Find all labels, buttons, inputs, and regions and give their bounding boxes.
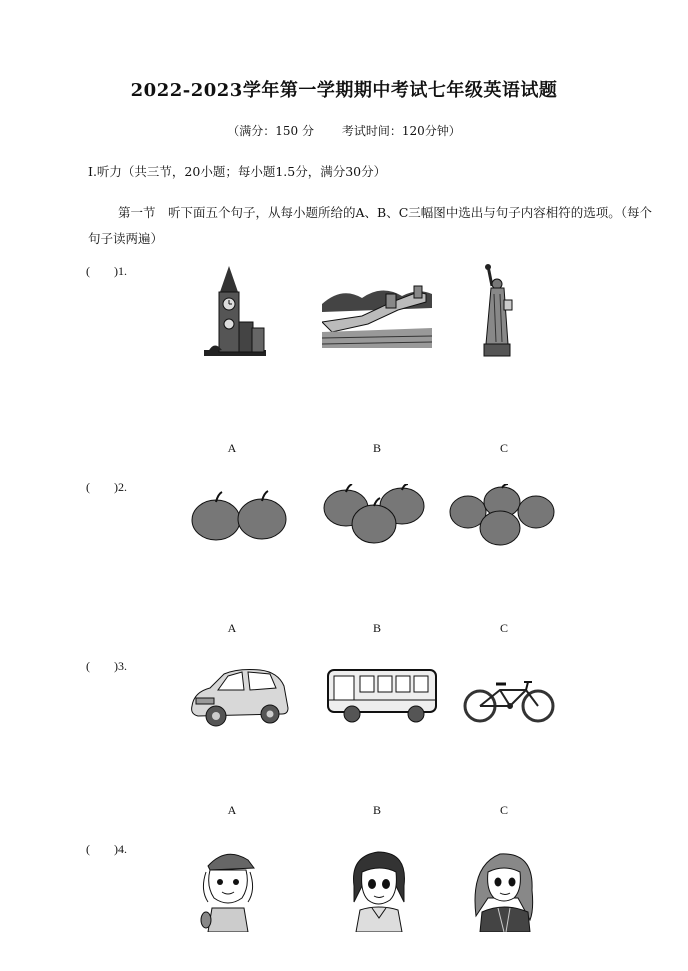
girl-with-cap-icon <box>196 846 260 932</box>
exam-time-text: 考试时间：120分钟） <box>341 124 461 138</box>
question-1-option-b: B <box>372 441 381 455</box>
question-1-option-a: A <box>227 441 237 455</box>
question-2-option-a: A <box>227 621 237 635</box>
two-apples-icon <box>190 490 290 542</box>
girl-long-hair-icon <box>470 846 538 932</box>
bicycle-icon <box>460 676 560 724</box>
four-apples-icon <box>448 484 556 546</box>
question-3-number: ( )3. <box>86 659 127 673</box>
three-apples-icon <box>322 484 426 546</box>
girl-short-hair-icon <box>346 846 412 932</box>
question-2-number: ( )2. <box>86 480 127 494</box>
section-instruction: 第一节 听下面五个句子，从每小题所给的A、B、C三幅图中选出与句子内容相符的选项。（每个句子读两遍） <box>88 205 653 246</box>
question-1-option-c: C <box>499 441 508 455</box>
question-3-option-b: B <box>372 803 381 817</box>
exam-title: 2022-2023学年第一学期期中考试七年级英语试题 <box>130 80 558 101</box>
question-3-option-a: A <box>227 803 237 817</box>
full-score-text: （满分：150 分 <box>227 124 314 138</box>
statue-of-liberty-icon <box>476 264 520 358</box>
exam-subtitle <box>0 122 688 139</box>
question-2-option-c: C <box>499 621 508 635</box>
question-4-number: ( )4. <box>86 842 127 856</box>
question-1-number: ( )1. <box>86 264 127 278</box>
great-wall-icon <box>322 282 432 348</box>
section-heading: Ⅰ.听力（共三节，20小题；每小题1.5分，满分30分） <box>88 164 387 179</box>
bus-icon <box>326 666 438 724</box>
question-2-option-b: B <box>372 621 381 635</box>
question-3-option-c: C <box>499 803 508 817</box>
car-icon <box>188 666 292 728</box>
big-ben-icon <box>200 264 270 358</box>
